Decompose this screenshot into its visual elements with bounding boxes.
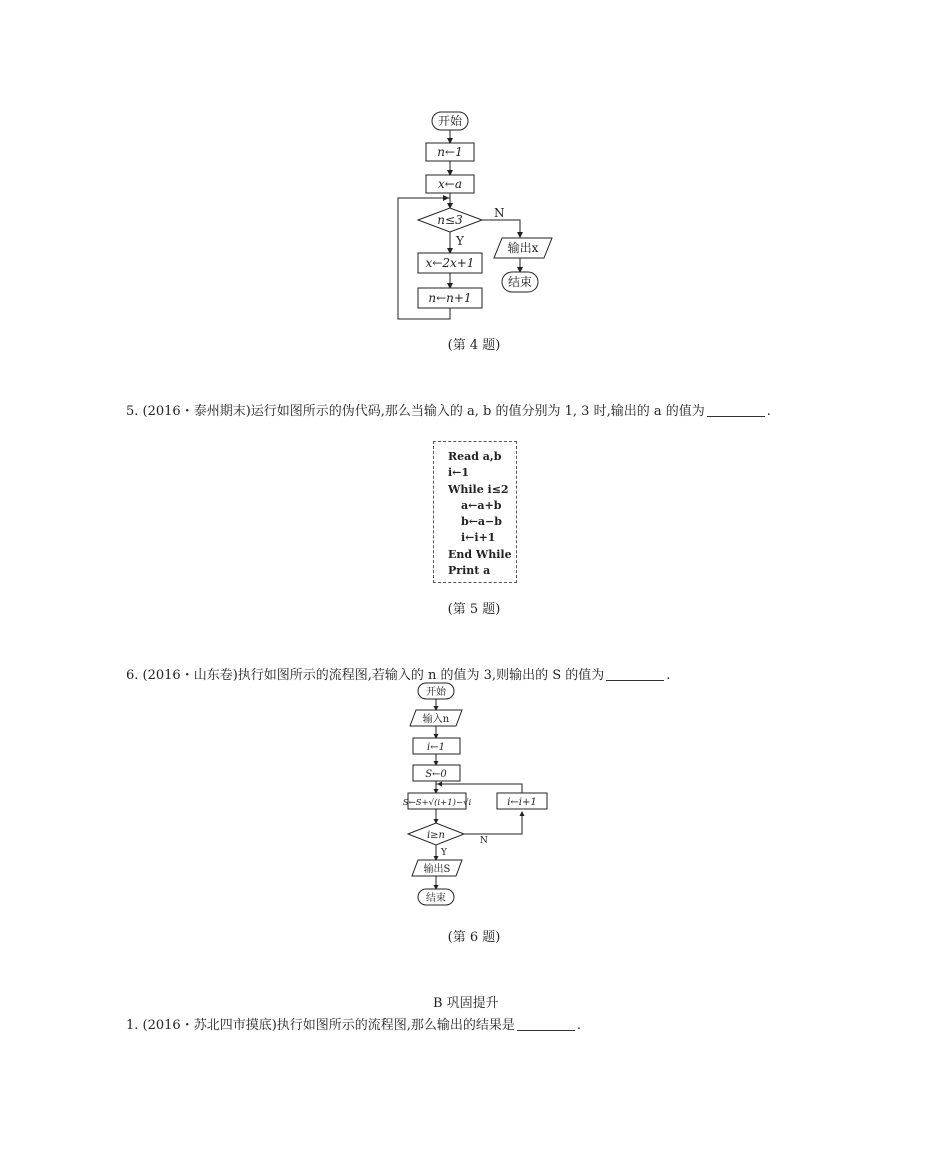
q6-yes-label: Y [441, 848, 447, 858]
section-b-q1-answer-blank [517, 1018, 575, 1031]
q6-question [126, 664, 670, 683]
q5-code-line: Print a [448, 564, 491, 578]
section-b-q1 [126, 1014, 581, 1033]
q5-code-line: b←a−b [461, 515, 502, 529]
section-b-title: B 巩固提升 [433, 996, 499, 1011]
q5-code-line: i←i+1 [461, 531, 496, 545]
q4-no-label: N [494, 206, 505, 220]
q6-flowchart [400, 680, 560, 910]
section-b-q1-text: 1. (2016・苏北四市摸底)执行如图所示的流程图,那么输出的结果是 [126, 1018, 515, 1033]
q6-question-text: 6. (2016・山东卷)执行如图所示的流程图,若输入的 n 的值为 3,则输出的 S 的值为 [126, 668, 605, 683]
q5-code-line: Read a,b [448, 450, 502, 463]
q5-caption: (第 5 题) [447, 602, 501, 617]
q4-caption: (第 4 题) [447, 338, 501, 353]
q4-end-label: 结束 [507, 275, 533, 289]
q5-code-line: End While [448, 547, 512, 561]
q5-code-line: a←a+b [461, 498, 502, 512]
q4-x-update-label: x←2x+1 [425, 256, 475, 270]
q4-x-init-label: x←a [438, 177, 462, 191]
q4-condition-label: n≤3 [437, 213, 463, 227]
section-b-q1-tail: . [576, 1018, 582, 1033]
q6-s-update-label: S←S+√(i+1)−√i [402, 798, 472, 808]
q6-start-label: 开始 [426, 687, 446, 698]
q6-i-update-label: i←i+1 [507, 797, 537, 808]
q6-output-label: 输出S [423, 864, 451, 875]
q5-answer-blank [707, 404, 765, 417]
q6-s-init-label: S←0 [425, 769, 447, 780]
q6-input-label: 输入n [422, 714, 450, 725]
q6-i-init-label: i←1 [427, 742, 445, 753]
q4-n-init-label: n←1 [437, 145, 463, 159]
q4-start-label: 开始 [437, 114, 463, 128]
q5-question [126, 400, 771, 419]
q4-yes-label: Y [456, 234, 464, 248]
q5-question-tail: . [766, 404, 771, 419]
q6-caption: (第 6 题) [447, 930, 501, 945]
q5-pseudocode-box [433, 441, 517, 583]
q5-question-text: 5. (2016・泰州期末)运行如图所示的伪代码,那么当输入的 a, b 的值分别为 1, 3 时,输出的 a 的值为 [126, 404, 705, 419]
q4-n-update-label: n←n+1 [428, 291, 472, 305]
q6-condition-label: i≥n [426, 830, 446, 841]
q6-end-label: 结束 [426, 893, 446, 904]
q4-output-label: 输出x [507, 241, 539, 255]
q6-no-label: N [480, 836, 488, 846]
q4-flowchart [380, 100, 580, 325]
q5-code-line: i←1 [448, 466, 470, 480]
q6-question-tail: . [666, 668, 671, 683]
q5-code-line: While i≤2 [448, 482, 509, 496]
q6-answer-blank [606, 668, 664, 681]
